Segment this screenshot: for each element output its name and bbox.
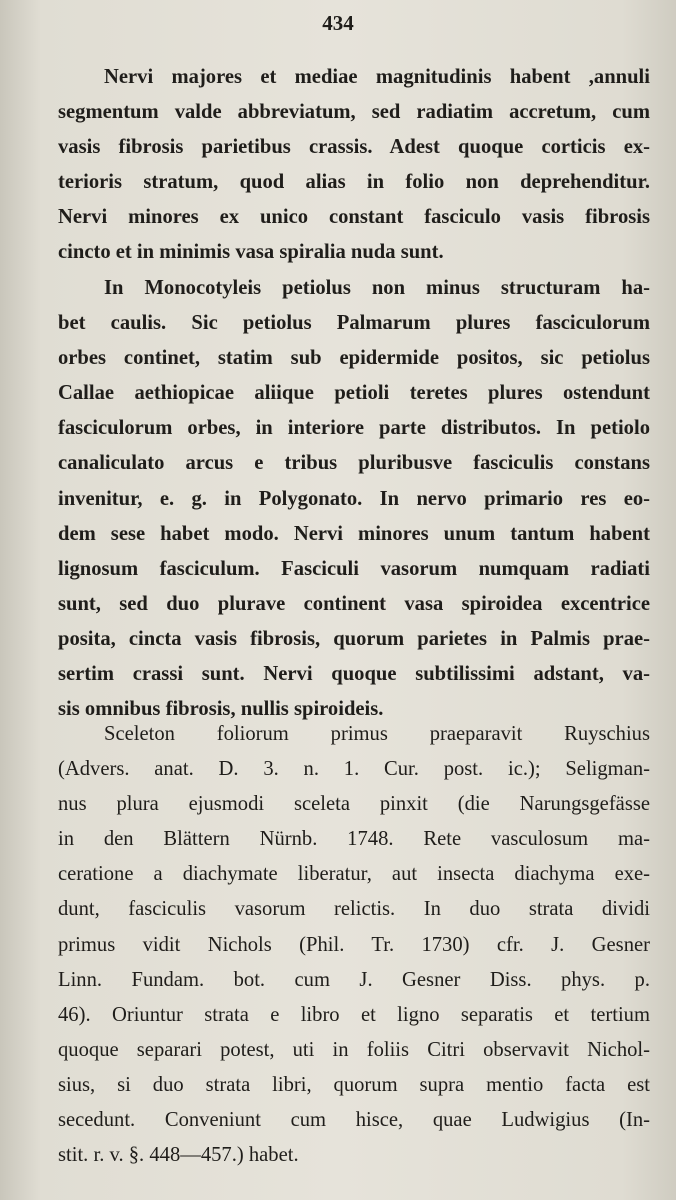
text-line: sius, si duo strata libri, quorum supra mentio facta est (58, 1073, 650, 1096)
text-line: vasis fibrosis parietibus crassis. Adest quoque corticis ex- (58, 136, 650, 159)
text-line: quoque separari potest, uti in foliis Citri observavit Nichol- (58, 1038, 650, 1061)
text-line: nus plura ejusmodi sceleta pinxit (die Narungsgefässe (58, 793, 650, 816)
paragraph-1 (58, 60, 650, 271)
text-line: Sceleton foliorum primus praeparavit Ruyschius (104, 723, 650, 745)
text-line: Linn. Fundam. bot. cum J. Gesner Diss. phys. p. (58, 968, 650, 991)
text-line: 46). Oriuntur strata e libro et ligno separatis et tertium (58, 1003, 650, 1026)
paragraph-3 (58, 717, 650, 1173)
text-line: terioris stratum, quod alias in folio non deprehenditur. (58, 171, 650, 194)
text-line: stit. r. v. §. 448—457.) habet. (58, 1144, 299, 1167)
paragraph-2 (58, 271, 650, 727)
text-line: (Advers. anat. D. 3. n. 1. Cur. post. ic.); Seligman- (58, 758, 650, 781)
text-line: secedunt. Conveniunt cum hisce, quae Ludwigius (In- (58, 1109, 650, 1132)
text-line: dunt, fasciculis vasorum relictis. In duo strata dividi (58, 898, 650, 921)
text-line: in den Blättern Nürnb. 1748. Rete vasculosum ma- (58, 828, 650, 851)
text-line: ceratione a diachymate liberatur, aut insecta diachyma exe- (58, 863, 650, 886)
text-line: Nervi minores ex unico constant fasciculo vasis fibrosis (58, 206, 650, 229)
text-line: Callae aethiopicae aliique petioli teretes plures ostendunt (58, 382, 650, 405)
text-line: canaliculato arcus e tribus pluribusve fasciculis constans (58, 452, 650, 475)
text-line: posita, cincta vasis fibrosis, quorum parietes in Palmis prae- (58, 627, 650, 650)
text-line: Nervi majores et mediae magnitudinis habent ,annuli (104, 66, 650, 88)
text-line: invenitur, e. g. in Polygonato. In nervo primario res eo- (58, 487, 650, 510)
text-line: lignosum fasciculum. Fasciculi vasorum numquam radiati (58, 557, 650, 580)
text-line: sis omnibus fibrosis, nullis spiroideis. (58, 698, 384, 721)
text-line: sertim crassi sunt. Nervi quoque subtilissimi adstant, va- (58, 663, 650, 686)
text-line: primus vidit Nichols (Phil. Tr. 1730) cfr. J. Gesner (58, 933, 650, 956)
text-line: In Monocotyleis petiolus non minus structuram ha- (104, 277, 650, 299)
text-line: orbes continet, statim sub epidermide positos, sic petiolus (58, 347, 650, 370)
text-line: bet caulis. Sic petiolus Palmarum plures fasciculorum (58, 312, 650, 335)
text-line: fasciculorum orbes, in interiore parte distributos. In petiolo (58, 417, 650, 440)
page-number: 434 (322, 11, 354, 35)
text-line: dem sese habet modo. Nervi minores unum tantum habent (58, 522, 650, 545)
text-line: segmentum valde abbreviatum, sed radiatim accretum, cum (58, 101, 650, 124)
text-line: cincto et in minimis vasa spiralia nuda sunt. (58, 241, 444, 264)
text-line: sunt, sed duo plurave continent vasa spiroidea excentrice (58, 592, 650, 615)
